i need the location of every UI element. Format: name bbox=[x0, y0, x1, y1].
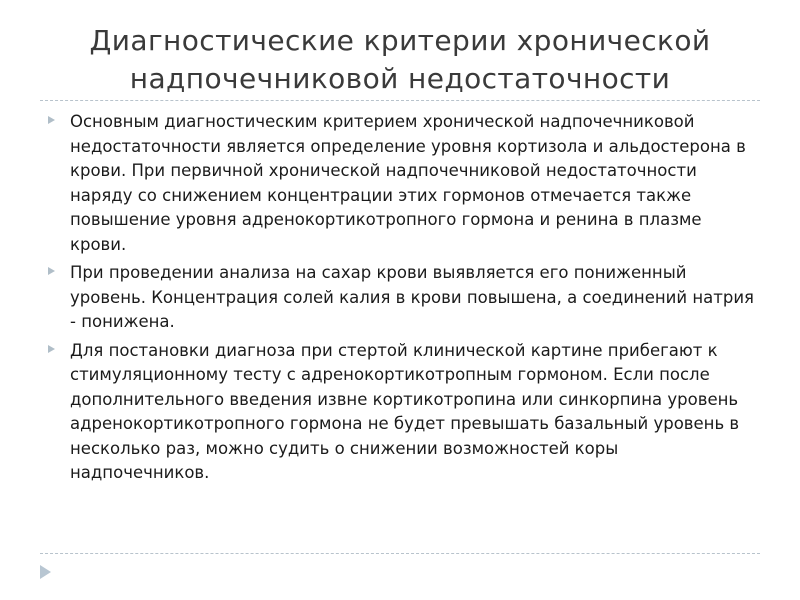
footer-divider bbox=[40, 553, 760, 554]
triangle-bullet-icon bbox=[48, 345, 55, 353]
bullet-item bbox=[48, 261, 758, 335]
bullet-text: Для постановки диагноза при стертой клинической картине прибегают к стимуляционному тесту с адренокортикотропным гормоном. Если после дополнительного введения извне кортикотропина или синкорпина уровень адренокортикотропного гормона не будет превышать базальный уровень в несколько раз, можно судить о снижении возможностей коры надпочечников. bbox=[70, 340, 740, 482]
bullet-list bbox=[48, 110, 758, 490]
title-divider bbox=[40, 100, 760, 101]
bullet-item bbox=[48, 339, 758, 486]
triangle-bullet-icon bbox=[48, 116, 55, 124]
bullet-text: При проведении анализа на сахар крови выявляется его пониженный уровень. Концентрация солей калия в крови повышена, а соединений натрия - понижена. bbox=[70, 263, 754, 331]
bullet-item bbox=[48, 110, 758, 257]
bullet-text: Основным диагностическим критерием хронической надпочечниковой недостаточности является определение уровня кортизола и альдостерона в крови. При первичной хронической надпочечниковой недостаточности наряду со снижением концентрации этих гормонов отмечается также повышение уровня адренокортикотропного гормона и ренина в плазме крови. bbox=[70, 112, 746, 254]
triangle-bullet-icon bbox=[48, 267, 55, 275]
slide-title: Диагностические критерии хронической надпочечниковой недостаточности bbox=[89, 24, 711, 95]
next-slide-arrow-icon[interactable] bbox=[40, 565, 51, 579]
